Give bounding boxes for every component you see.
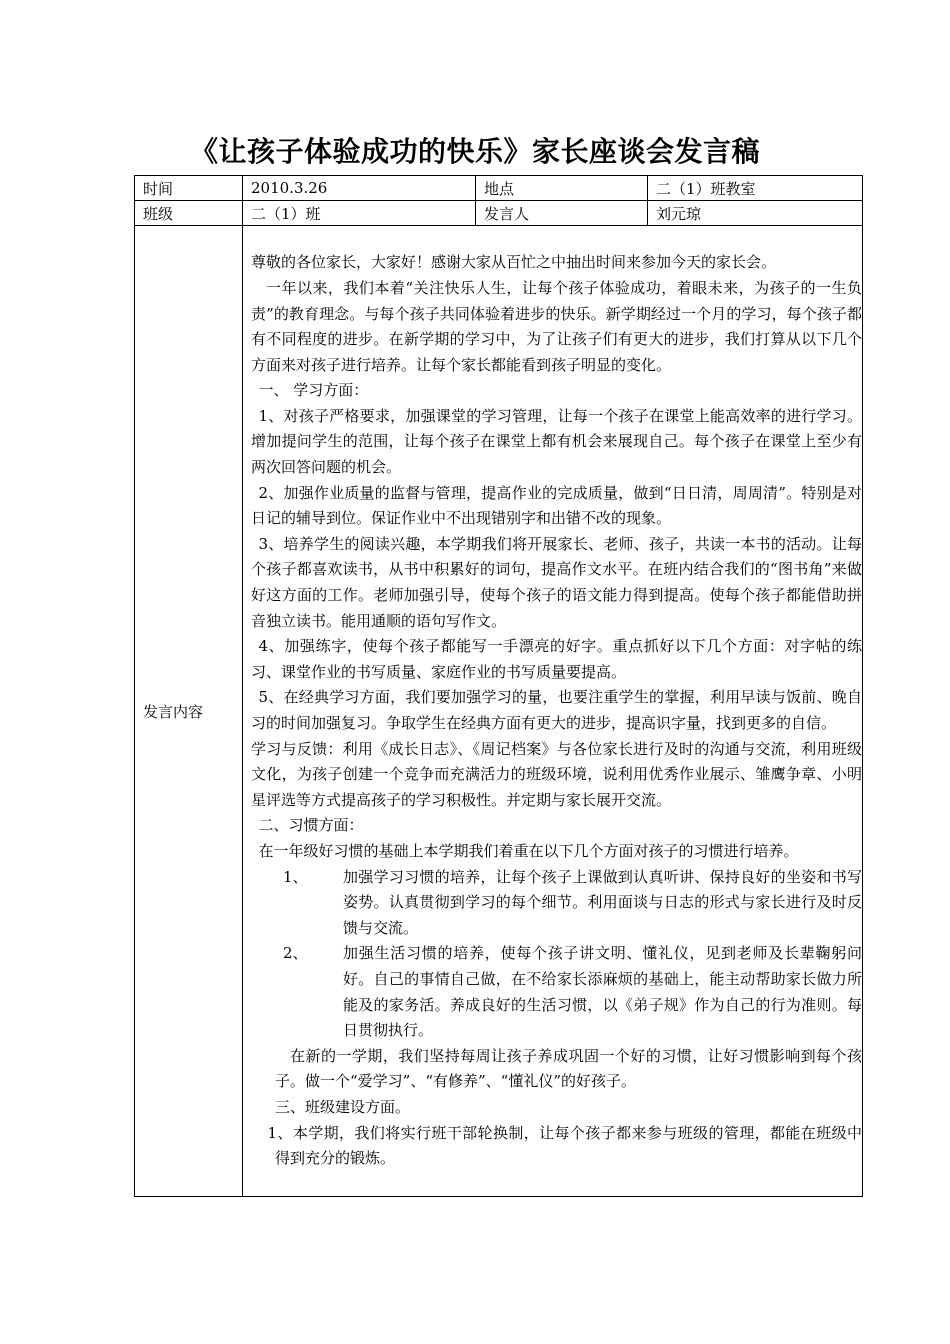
list-item	[251, 865, 862, 942]
time-value: 2010.3.26	[243, 176, 476, 201]
study-item-2: 2、加强作业质量的监督与管理，提高作业的完成质量，做到“日日清，周周清”。特别是对日记的辅导到位。保证作业中不出现错别字和出错不改的现象。	[251, 483, 862, 528]
study-item-3: 3、培养学生的阅读兴趣，本学期我们将开展家长、老师、孩子，共读一本书的活动。让每个孩子都喜欢读书，从书中积累好的词句，提高作文水平。在班内结合我们的“图书角”来做好这方面的工作。老师加强引导，使每个孩子的语文能力得到提高。使每个孩子都能借助拼音独立读书。能用通顺的语句写作文。	[251, 534, 862, 630]
speech-content	[243, 226, 863, 1197]
class-item-1: 1、本学期，我们将实行班干部轮换制，让每个孩子都来参与班级的管理，都能在班级中得到充分的锻炼。	[267, 1123, 862, 1168]
class-value: 二（1）班	[243, 201, 476, 226]
place-label: 地点	[476, 176, 648, 201]
intro-paragraph: 一年以来，我们本着“关注快乐人生，让每个孩子体验成功，着眼未来，为孩子的一生负责”的教育理念。与每个孩子共同体验着进步的快乐。新学期经过一个月的学习，每个孩子都有不同程度的进步。在新学期的学习中，为了让孩子们有更大的进步，我们打算从以下几个方面来对孩子进行培养。让每个家长都能看到孩子明显的变化。	[251, 278, 862, 374]
list-number: 1、	[283, 867, 308, 886]
document-title: 《让孩子体验成功的快乐》家长座谈会发言稿	[189, 135, 760, 168]
speaker-value: 刘元琼	[648, 201, 863, 226]
study-item-4: 4、加强练字，使每个孩子都能写一手漂亮的好字。重点抓好以下几个方面：对字帖的练习、课堂作业的书写质量、家庭作业的书写质量要提高。	[251, 637, 862, 681]
class-label: 班级	[135, 201, 243, 226]
feedback-paragraph: 学习与反馈：利用《成长日志》、《周记档案》与各位家长进行及时的沟通与交流，利用班级文化，为孩子创建一个竞争而充满活力的班级环境，说利用优秀作业展示、雏鹰争章、小明星评选等方式提高孩子的学习积极性。并定期与家长展开交流。	[251, 739, 862, 809]
speaker-label: 发言人	[476, 201, 648, 226]
content-label-text: 发言内容	[143, 702, 204, 721]
study-item-1: 1、对孩子严格要求，加强课堂的学习管理，让每一个孩子在课堂上能高效率的进行学习。增加提问学生的范围，让每个孩子在课堂上都有机会来展现自己。每个孩子在课堂上至少有两次回答问题的机会。	[251, 406, 862, 477]
time-label: 时间	[135, 176, 243, 201]
habit-item-1: 加强学习习惯的培养，让每个孩子上课做到认真听讲、保持良好的坐姿和书写姿势。认真贯彻到学习的每个细节。利用面谈与日志的形式与家长进行及时反馈与交流。	[343, 867, 862, 937]
content-label	[135, 226, 243, 1197]
list-item	[251, 941, 862, 1043]
habits-intro: 在一年级好习惯的基础上本学期我们着重在以下几个方面对孩子的习惯进行培养。	[258, 841, 799, 860]
list-number: 2、	[283, 944, 308, 963]
habit-item-2: 加强生活习惯的培养，使每个孩子讲文明、懂礼仪，见到老师及长辈鞠躬问好。自己的事情自己做，在不给家长添麻烦的基础上，能主动帮助家长做力所能及的家务活。养成良好的生活习惯，以《弟子规》作为自己的行为准则。每日贯彻执行。	[343, 944, 862, 1040]
table-row	[135, 201, 863, 226]
info-table	[134, 175, 863, 1197]
greeting-paragraph: 尊敬的各位家长，大家好！感谢大家从百忙之中抽出时间来参加今天的家长会。	[251, 253, 777, 272]
section-heading-habits: 二、习惯方面：	[258, 816, 364, 835]
section-heading-study: 一、 学习方面：	[258, 381, 369, 400]
table-row	[135, 226, 863, 1197]
place-value: 二（1）班教室	[648, 176, 863, 201]
section-heading-class: 三、班级建设方面。	[275, 1097, 411, 1116]
table-row	[135, 176, 863, 201]
habits-closing: 在新的一学期，我们坚持每周让孩子养成巩固一个好的习惯，让好习惯影响到每个孩子。做一个“爱学习”、“有修养”、“懂礼仪”的好孩子。	[275, 1046, 862, 1091]
study-item-5: 5、在经典学习方面，我们要加强学习的量，也要注重学生的掌握，利用早读与饭前、晚自习的时间加强复习。争取学生在经典方面有更大的进步，提高识字量，找到更多的自信。	[251, 688, 862, 732]
